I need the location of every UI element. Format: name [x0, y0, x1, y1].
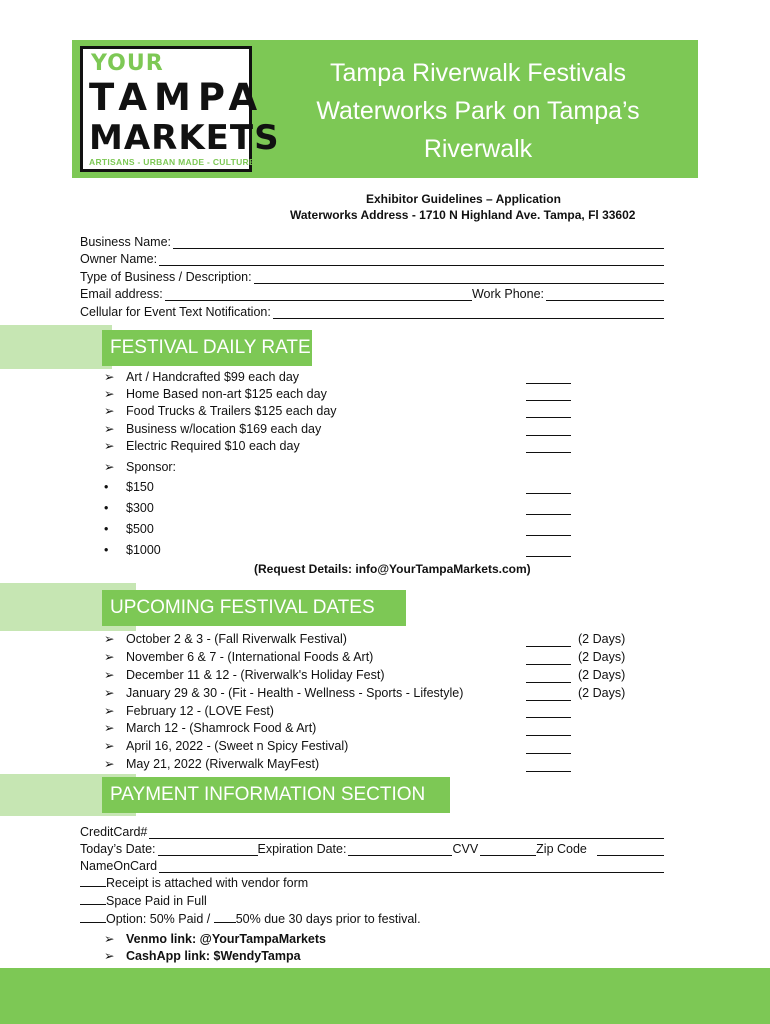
- owner-name-field[interactable]: [80, 249, 664, 266]
- title-line-1: Tampa Riverwalk Festivals: [330, 59, 626, 87]
- date-blank[interactable]: [526, 734, 571, 736]
- space-paid-blank[interactable]: [80, 892, 106, 905]
- sponsor-blank[interactable]: [526, 513, 571, 515]
- festival-date-item: ➢ October 2 & 3 - (Fall Riverwalk Festival): [104, 632, 347, 646]
- rate-item: ➢ Food Trucks & Trailers $125 each day: [104, 404, 337, 418]
- option-due-label: 50% due 30 days prior to festival.: [235, 912, 421, 926]
- arrow-bullet-icon: ➢: [104, 739, 115, 753]
- space-paid-label: Space Paid in Full: [106, 894, 207, 908]
- arrow-bullet-icon: ➢: [104, 422, 115, 436]
- rate-blank[interactable]: [526, 416, 571, 418]
- festival-date-item: ➢ May 21, 2022 (Riverwalk MayFest): [104, 757, 320, 771]
- arrow-bullet-icon: ➢: [104, 668, 115, 682]
- two-days-label: (2 Days): [578, 668, 626, 682]
- logo-tampa: TAMPA: [89, 76, 265, 119]
- arrow-bullet-icon: ➢: [104, 370, 115, 384]
- zip-code-line[interactable]: [597, 842, 664, 856]
- date-expiration-row[interactable]: [80, 839, 664, 856]
- arrow-bullet-icon: ➢: [104, 404, 115, 418]
- rate-blank[interactable]: [526, 451, 571, 453]
- rate-item: ➢ Business w/location $169 each day: [104, 422, 322, 436]
- date-blank[interactable]: [526, 645, 571, 647]
- arrow-bullet-icon: ➢: [104, 721, 115, 735]
- cvv-label: CVV: [452, 842, 479, 856]
- daily-rate-heading: FESTIVAL DAILY RATE: [102, 330, 312, 366]
- expiration-line[interactable]: [348, 842, 452, 856]
- festival-date-item: ➢ February 12 - (LOVE Fest): [104, 704, 274, 718]
- date-blank[interactable]: [526, 716, 571, 718]
- rate-item: ➢ Art / Handcrafted $99 each day: [104, 370, 300, 384]
- date-blank[interactable]: [526, 681, 571, 683]
- upcoming-dates-heading: UPCOMING FESTIVAL DATES: [102, 590, 406, 626]
- arrow-bullet-icon: ➢: [104, 686, 115, 700]
- cellular-field[interactable]: [80, 302, 664, 319]
- logo-your: YOUR: [91, 51, 164, 76]
- dot-bullet-icon: •: [104, 501, 109, 515]
- festival-date-item: ➢ March 12 - (Shamrock Food & Art): [104, 721, 317, 735]
- zip-code-label: Zip Code: [536, 842, 587, 856]
- arrow-bullet-icon: ➢: [104, 387, 115, 401]
- payment-option[interactable]: [80, 910, 421, 927]
- rate-blank[interactable]: [526, 434, 571, 436]
- business-type-label: Type of Business / Description:: [80, 270, 252, 284]
- sponsor-level: • $1000: [104, 543, 161, 557]
- your-tampa-markets-logo: [80, 46, 280, 172]
- logo-tagline: ARTISANS - URBAN MADE - CULTURE: [89, 157, 255, 167]
- arrow-bullet-icon: ➢: [104, 439, 115, 453]
- receipt-blank[interactable]: [80, 874, 106, 887]
- rate-item: ➢ Home Based non-art $125 each day: [104, 387, 327, 401]
- section-tab-daily-rate: [0, 325, 112, 369]
- request-details-email: (Request Details: info@YourTampaMarkets.com): [254, 562, 531, 576]
- rate-blank[interactable]: [526, 399, 571, 401]
- festival-date-item: ➢ December 11 & 12 - (Riverwalk's Holiday Fest): [104, 668, 385, 682]
- dot-bullet-icon: •: [104, 480, 109, 494]
- cashapp-link: ➢ CashApp link: $WendyTampa: [104, 949, 301, 963]
- arrow-bullet-icon: ➢: [104, 757, 115, 771]
- name-on-card-label: NameOnCard: [80, 859, 158, 873]
- date-blank[interactable]: [526, 663, 571, 665]
- two-days-label: (2 Days): [578, 650, 626, 664]
- name-on-card-field[interactable]: [80, 856, 664, 873]
- business-name-field[interactable]: [80, 232, 664, 249]
- expiration-label: Expiration Date:: [257, 842, 347, 856]
- title-line-3: Riverwalk: [423, 135, 533, 163]
- sponsor-blank[interactable]: [526, 555, 571, 557]
- cvv-line[interactable]: [480, 842, 536, 856]
- dot-bullet-icon: •: [104, 543, 109, 557]
- rate-blank[interactable]: [526, 382, 571, 384]
- work-phone-label: Work Phone:: [471, 287, 544, 301]
- name-on-card-line[interactable]: [159, 859, 664, 873]
- email-line[interactable]: [165, 287, 472, 301]
- option-blank[interactable]: [80, 910, 106, 923]
- option-due-blank[interactable]: [214, 910, 236, 923]
- business-name-label: Business Name:: [80, 235, 172, 249]
- arrow-bullet-icon: ➢: [104, 632, 115, 646]
- credit-card-field[interactable]: [80, 822, 664, 839]
- festival-date-item: ➢ April 16, 2022 - (Sweet n Spicy Festival): [104, 739, 349, 753]
- receipt-label: Receipt is attached with vendor form: [106, 876, 309, 890]
- sponsor-level: • $500: [104, 522, 154, 536]
- space-paid-option[interactable]: [80, 892, 207, 909]
- credit-card-label: CreditCard#: [80, 825, 148, 839]
- two-days-label: (2 Days): [578, 632, 626, 646]
- arrow-bullet-icon: ➢: [104, 650, 115, 664]
- sponsor-level: • $150: [104, 480, 154, 494]
- two-days-label: (2 Days): [578, 686, 626, 700]
- owner-name-line[interactable]: [159, 252, 664, 266]
- cellular-label: Cellular for Event Text Notification:: [80, 305, 271, 319]
- business-name-line[interactable]: [173, 235, 664, 249]
- festival-date-item: ➢ November 6 & 7 - (International Foods & Art): [104, 650, 374, 664]
- arrow-bullet-icon: ➢: [104, 949, 115, 963]
- work-phone-line[interactable]: [546, 287, 664, 301]
- rate-item: ➢ Electric Required $10 each day: [104, 439, 300, 453]
- date-blank[interactable]: [526, 770, 571, 772]
- email-label: Email address:: [80, 287, 163, 301]
- todays-date-line[interactable]: [158, 842, 258, 856]
- footer-banner: [0, 968, 770, 1024]
- title-line-2: Waterworks Park on Tampa’s: [316, 97, 640, 125]
- email-phone-field[interactable]: [80, 284, 664, 301]
- festival-date-item: ➢ January 29 & 30 - (Fit - Health - Wellness - Sports - Lifestyle): [104, 686, 464, 700]
- dot-bullet-icon: •: [104, 522, 109, 536]
- exhibitor-guidelines-heading: Exhibitor Guidelines – Application: [366, 192, 561, 206]
- receipt-attached-option[interactable]: [80, 874, 308, 891]
- logo-markets: MARKETS: [89, 118, 280, 158]
- sponsor-blank[interactable]: [526, 492, 571, 494]
- page-title: [282, 54, 674, 168]
- sponsor-blank[interactable]: [526, 534, 571, 536]
- arrow-bullet-icon: ➢: [104, 460, 115, 474]
- business-type-line[interactable]: [254, 270, 664, 284]
- todays-date-label: Today’s Date:: [80, 842, 156, 856]
- waterworks-address: Waterworks Address - 1710 N Highland Ave. Tampa, Fl 33602: [290, 208, 636, 222]
- sponsor-level: • $300: [104, 501, 154, 515]
- arrow-bullet-icon: ➢: [104, 704, 115, 718]
- arrow-bullet-icon: ➢: [104, 932, 115, 946]
- payment-info-heading: PAYMENT INFORMATION SECTION: [102, 777, 450, 813]
- date-blank[interactable]: [526, 699, 571, 701]
- sponsor-label: ➢ Sponsor:: [104, 460, 177, 474]
- business-type-field[interactable]: [80, 267, 664, 284]
- owner-name-label: Owner Name:: [80, 252, 158, 266]
- credit-card-line[interactable]: [149, 825, 664, 839]
- date-blank[interactable]: [526, 752, 571, 754]
- cellular-line[interactable]: [273, 305, 664, 319]
- venmo-link: ➢ Venmo link: @YourTampaMarkets: [104, 932, 326, 946]
- option-paid-label: Option: 50% Paid /: [106, 912, 211, 926]
